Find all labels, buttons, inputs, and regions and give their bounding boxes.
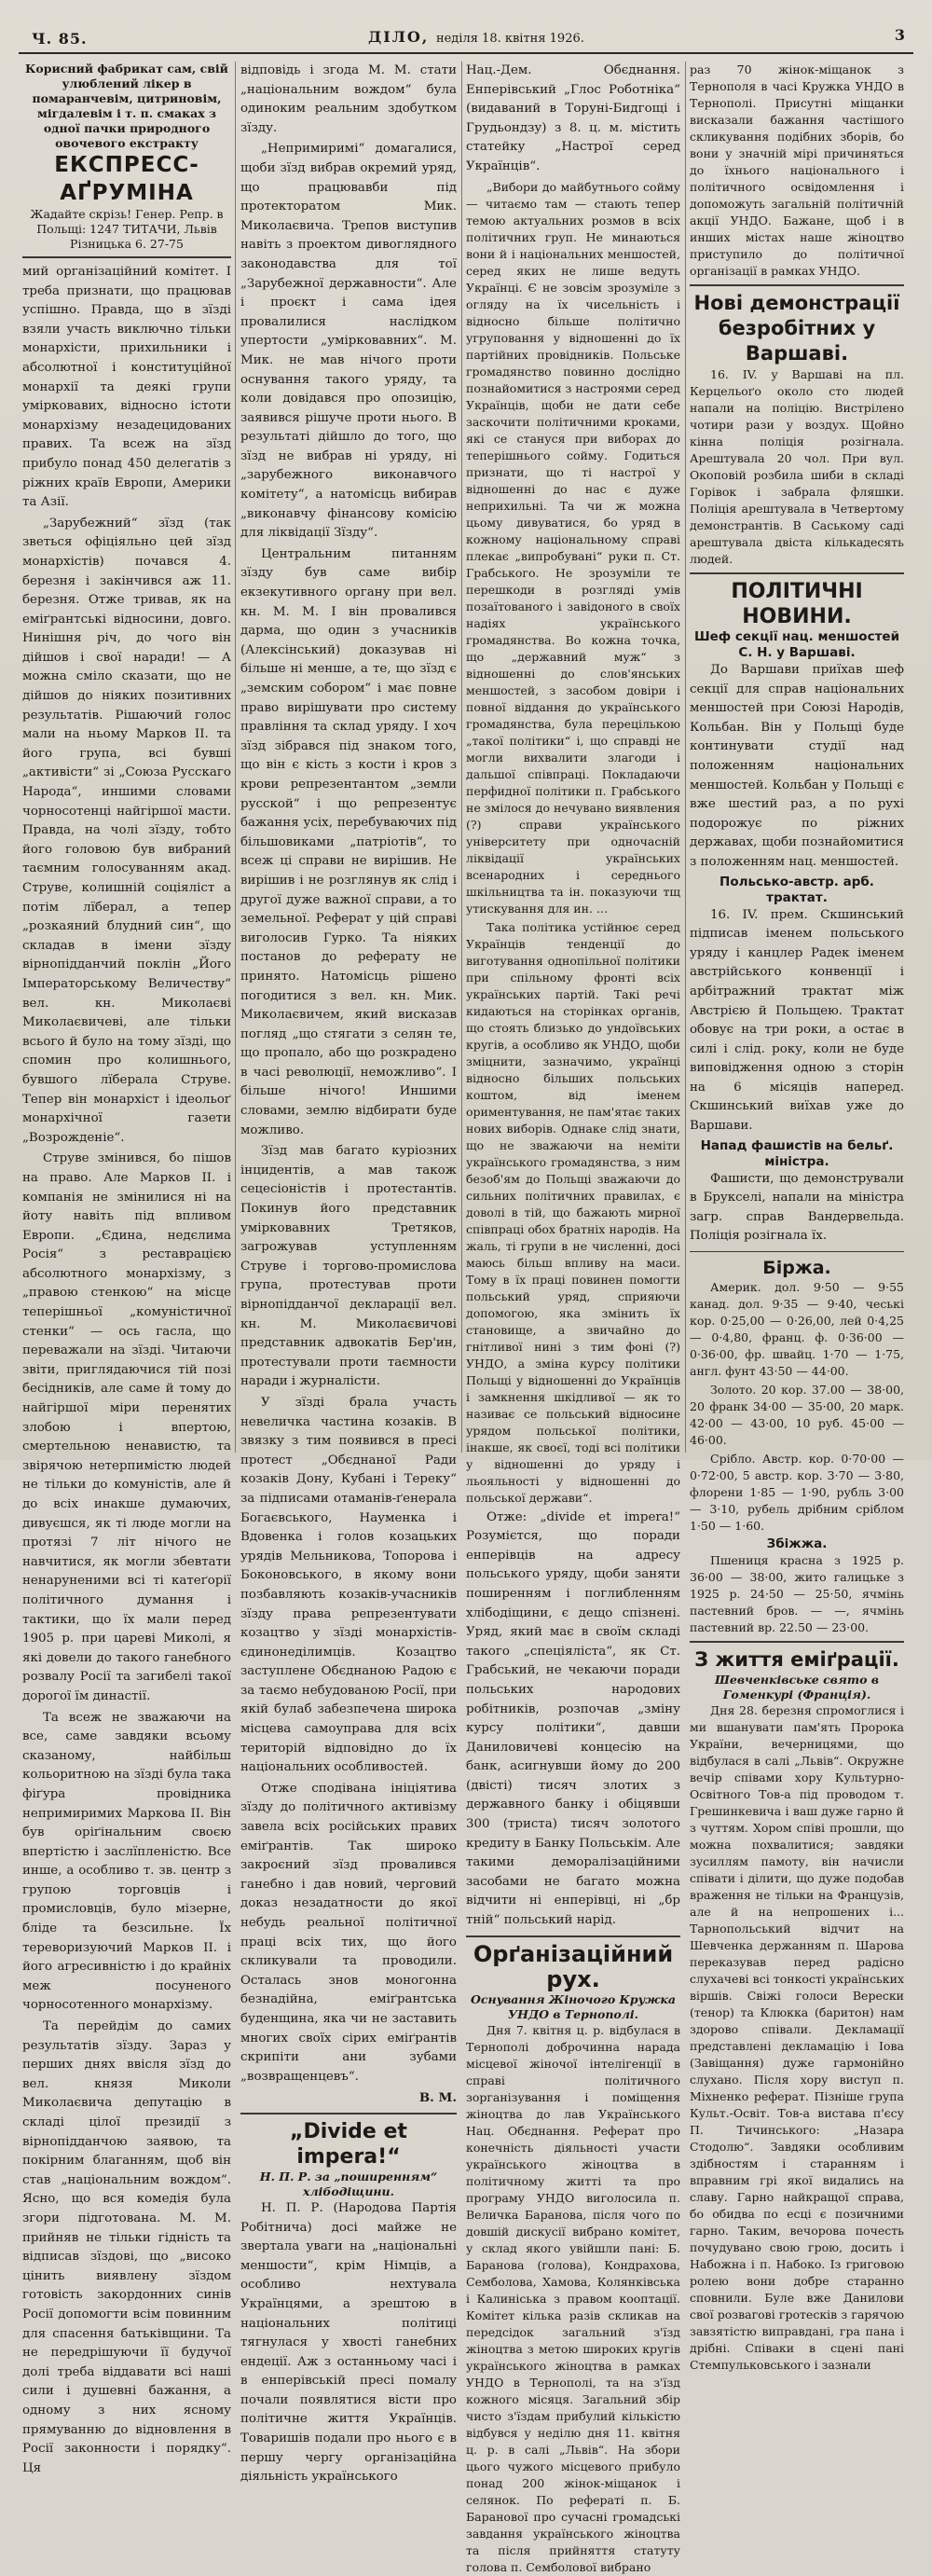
divide-subheadline: Н. П. Р. за „поширенням“ хлібодіщини. <box>259 2169 438 2198</box>
article-paragraph: „Вибори до майбутнього сойму — читаємо там — стають тепер темою актуальних розмов в всіх політичних груп. Не минаються вони й і національних меншостей, серед яких не лише ведуть Українці. Є не зовсім зрозуміле з огляду на їх чисельність і відносно більше політично угруповання у відношенні до їх партійних провідників. Польське громадянство повинно дослідно познайомитися з настроями серед Українців, щоби не дати себе заскочити політичними кроками, які се стануся при виборах до теперішнього сойму. Годиться признати, що ті настрої у відношенні до нас є дуже неприхильні. Та чи ж можна цьому дивуватися, бо уряд в кожному національному справі плекає „випробувані“ руки п. Ст. Грабського. Не зрозуміли те перешкоди в розгляді умів позаїтованого і завідоного в своїх надіях українського громадянства. Во кожна точка, що „державний муж“ з відношенні до слов'янських меншостей, з засобом довіри і повної віддання до українського громадянства, була перецількою „такої політики“ і, що справді не могли вихвалити злагоди і дальшої співпраці. Покладаючи перфидної політики п. Грабського не змілося до нечувано виявления (?) справи українського університету при одночасній ліквідації українських всенародних і середнього шкільництва та ін. показуючи тщ утискування для ин. … <box>466 179 680 916</box>
grain-line: Пшениця красна з 1925 р. 36·00 — 38·00, жито галицьке з 1925 р. 24·50 — 25·50, ячмінь пастевний бров. — —, ячмінь пастевний вр. 22.50 — 23·00. <box>690 1553 904 1635</box>
column-divider <box>685 62 686 1453</box>
ad-text: Корисний фабрикат сам, свій улюблений лікер в помаранчевім, цитриновім, мігдалевім і т. п. смаках з одної пачки природного овочевого екстракту <box>25 62 228 150</box>
org-headline: Орґанізаційний рух. <box>473 1940 674 1992</box>
section-rule <box>466 1935 680 1937</box>
article-paragraph: Нац.-Дем. Обєднання. Енперівський „Глос Роботніка“ (видаваний в Торуні-Бидгощі і Грудьондзу) з 8. ц. м. містить статейку „Настрої серед Українців“. <box>466 63 680 173</box>
article-paragraph: Отже: „divide et impera!“ Розумієтся, що поради енперівців на адресу польського уряду, щоби заняти поширенням і поглибленням хлібодіщини, є дещо спізнені. Уряд, який має в своїм складі такого „спеціяліста“, як Ст. Грабський, не чекаючи поради польських народових робітників, розпочав „зміну курсу політики“, давши Даниловичеві концесію на банк, асигнувши йому до 200 (двісті) тисяч злотих з державного банку і обіцявши 300 (триста) тисяч золотого кредиту в Банку Польськім. Але такими деморалізаційними засобами не багато можна відчити ні енперівці, ні „бр тній“ польський нарід. <box>466 1509 680 1928</box>
article-paragraph: Фашисти, що демонстрували в Брукселі, напали на міністра загр. справ Вандервельда. Поліція розігнала їх. <box>690 1171 904 1244</box>
page-number: 3 <box>894 26 906 44</box>
section-rule <box>240 2113 457 2115</box>
article-paragraph: Н. П. Р. (Народова Партія Робітнича) досі майже не звертала уваги на „національні меншости“, крім Німців, а особливо нехтувала Українцями, а зрештою в національних політиці тягнулася у хвості ганебних ендеції. Аж з останньому часі і в енперівській пресі помалу почали появлятися вісти про політичне життя Українців. Товаришів подали про нього є в першу чергу організаційна діяльність українського <box>240 2200 457 2485</box>
article-paragraph: Та перейдім до самих результатів зїзду. Зараз у перших днях ввісля зїзд до вел. князя Миколи Миколаєвича депутацію в складі цілої президії з вірнопідданчою заявою, та покірним благанням, щоб він став „національним вождом“. Ясно, що вся комедія була згори підготована. М. М. прийняв не тільки гідність та відписав зїздові, що „високо цінить виявлену зїздом готовість закордонних синів Росії допомогти всім повинним для спасення батьківщини. Та не передрішуючи її будучої долі треба віддавати всі наші сили і душевні бажання, а одному з них ясному прямуванню до відновлення в Росії законности і порядку“. Ця <box>22 2019 231 2475</box>
grain-headline: Збіжжа. <box>766 1536 828 1552</box>
section-rule <box>690 284 904 286</box>
emigration-headline: З життя еміґрації. <box>694 1648 899 1672</box>
ad-footer: Жадайте скрізь! Генер. Репр. в Польщі: 1247 ТИТАЧИ, Львів Різницька 6. 27-75 <box>30 207 224 251</box>
issue-number: Ч. 85. <box>32 30 88 48</box>
ad-title: ЕКСПРЕСС-АҐРУМІНА <box>54 153 199 205</box>
article-paragraph: „Непримиримі“ домагалися, щоби зїзд вибрав окремий уряд, що працювавби під протекторатом Мик. Миколаєвича. Трепов виступив навіть з проектом дивоглядного законодавства для тої „Зарубежної державности“. Але і проєкт і сама ідея провалилися наслідком упертости „умірковавних“. М. Мик. не мав нічого проти оснування такого уряду, та коли довідався про опозицію, заявився рішуче проти нього. В результаті дійшло до того, що зїзд не вибрав ні уряду, ні „зарубежного виконавчого комітету“, а натомісць вибирав „виконавчу фінансову комісію для ліквідації Зїзду“. <box>240 142 457 541</box>
news-subheadline: Польсько-австр. арб. трактат. <box>720 874 874 905</box>
article-paragraph: Струве змінився, бо пішов на право. Але Марков ІІ. і компанія не змінилися ні на йоту навіть під впливом Европи. „Єдина, недєлима Росія“ з реставрацією абсолютного монархізму, з „правою стенкою“ на місце теперішньої „комуністичної стенки“ — ось гасла, що переважали на зїзді. Читаючи звіти, приглядаючися тій позі бесідників, але саме й тому до найгіршої міри перенятих злобою і впертою, смертельною ненавистю, та звірячою нетерпимістю людей не тільки до комуністів, але й до всіх инакше думаючих, дивуєшся, як ті люде могли на протязі 7 літ нічого не навчитися, як могли збевтати ненаруненими всі ті катеґорії політичного думання і тактики, що їх мали перед 1905 р. при цареві Миколі, я які довели до такого ганебного розвалу Росії та загибелі такої дорогої їм династії. <box>22 1151 231 1703</box>
article-paragraph: Отже сподівана ініціятива зїзду до політичного активізму завела всіх російських правих еміґрантів. Так широко закроєний зїзд провалився ганебно і дав новий, черговий доказ незадатности до якої небудь реальної політичної праці всіх тих, що його скликували та проводили. Осталась знов моногонна безнадійна, еміґрантська буденщина, яка чи не заставить многих своїх сірих еміґрантів скрипіти ани зубами „возвращенцевъ“. <box>240 1781 457 2084</box>
exchange-line: Срібло. Австр. кор. 0·70·00 — 0·72·00, 5 австр. кор. 3·70 — 3·80, флорени 1·85 — 1·90, рубль 3·00 — 3·10, рубель дрібним сріблом 1·50 — 1·60. <box>690 1452 904 1534</box>
paper-name: ДІЛО <box>368 28 422 46</box>
article-paragraph: Дня 28. березня спромоглися і ми вшанувати пам'ять Пророка України, вечерницями, що відбулася в салі „Львів“. Окружне вечір співами хору Культурно-Освітного Тов-а під проводом т. Грешинкевича і ваш дуже гарно й з чуттям. Хором співі прошли, що можна похвалитися; завдяки зусиллям памоту, він начисли співати і ділити, що дуже подобав враження не тільки на Французів, але й на непрошених і... Тарнопольський відчит на Шевченка держанням п. Шарова переказував перед радісно слухачеві всі тонкості українських віршів. Свіжі голоси Верески (тенор) та Клюкка (баритон) нам здорово співали. Декламації представлені декламацію і Іова (Завіщання) дуже гармонійно слухано. Після хору виступ п. Міхненко реферат. Пізніше група Культ.-Освіт. Тов-а вистава п'єсу П. Тичинського: „Назара Стодолю“. Завдяки особливим здібностям і старанням і вправним грі якої видались на славу. Гарно найкращої справа, бо обидва по есці є позичними гарно. Таким, вечорова почесть почудувано свою грою, досить і Набожна і п. Набоко. Із григовою ролею вони добре старанно сповнили. Буле вже Данилови свої розвагові гротесків з гарячою завзятістю виправдані, гра пана і дрібні. Співаки в сцені пані Стемпульковського і зазнали <box>690 1703 904 2373</box>
advertisement <box>22 62 231 252</box>
divide-headline: „Divide et impera!“ <box>290 2119 407 2169</box>
news-subheadline: Шеф секції нац. меншостей С. Н. у Варшаві. <box>693 629 900 660</box>
column-3 <box>466 62 680 2574</box>
article-paragraph: 16. IV. у Варшаві на пл. Керцельоґо около сто людей напали на поліцію. Вистрілено чотири рази у воздух. Щойно кінна поліція розігнала. Арештувала 20 чол. При вул. Окоповій розбила шиби в складі Горівок і забрала фляшки. Поліція арештувала в Четвертому демонстрантів. В Саському саді арештувала двіста кількадесять людей. <box>690 367 904 566</box>
exchange-line: Америк. дол. 9·50 — 9·55 канад. дол. 9·35 — 9·40, чеські кор. 0·25,00 — 0·26,00, лей 0·4,25 — 0·4,80, франц. ф. 0·36·00 — 0·36·00, фр. швайц. 1·70 — 1·75, англ. фунт 43·50 — 44·00. <box>690 1280 904 1379</box>
news-headline: ПОЛІТИЧНІ НОВИНИ. <box>731 580 863 628</box>
column-2 <box>240 62 457 2485</box>
article-paragraph: „Зарубежний“ зїзд (так зветься офіціяльно цей зїзд монархістів) почався 4. березня і закінчився аж 11. березня. Отже тривав, як на еміґрантські відносини, довго. Нинішня річ, до чого він дійшов і свої наради! — А можна сміло сказати, що не дійшов до ніяких позитивних результатів. Рішаючий голос мали на ньому Марков ІІ. та його група, всі бувші „активісти“ зі „Союза Русскаго Народа“, иншими словами чорносотенці найгіршої масти. Правда, на чолі зїзду, тобто його головою був вибраний таємним голосуванням акад. Струве, колишній соціяліст а потім лїберал, а тепер „розкаяний блудний син“, що складав в імени зїзду вірнопідданчий поклін „Його Імператорському Величеству“ вел. кн. Миколаєві Миколаєвичеві, але тільки всього й було на тому зїзді, що спомин про колишнього, бувшого лїберала Струве. Тепер він монархіст і ідеольоґ монархічної газети „Возрожденіе“. <box>22 516 231 1145</box>
column-4 <box>690 62 904 2373</box>
article-paragraph: Та всеж не зважаючи на все, саме завдяки всьому сказаному, найбільш кольоритною на зїзді була така фіґура провідника непримиримих Маркова ІІ. Він був оріґінальним своєю впертістю і заслїпленістю. Все инше, а особливо т. зв. центр з групою торговців і промисловців, було мізерне, бліде та безсильне. Їх тереворизуючий Марков ІІ. і його агресивністю і до крайніх меж посуненого чорносотенного монархізму. <box>22 1710 231 2013</box>
news-subheadline: Напад фашистів на бельґ. міністра. <box>700 1137 894 1169</box>
article-paragraph: До Варшави приїхав шеф секції для справ національних меншостей при Союзі Народів, Кольбан. Він у Польщі буде континувати студії над положенням національних меншостей. Кольбан у Польщі є вже шестий раз, а по рухі подорожує по ріжних державах, щоби познайомитися з положенням нац. меншостей. <box>690 663 904 869</box>
column-divider <box>235 62 236 1453</box>
article-paragraph: раз 70 жінок-міщанок з Тернополя в часі Кружка УНДО в Тернополі. Присутні міщанки висказали бажання частішого скликування подібних зборів, бо вони у значній мірі причиняться до їхнього національного і політичного освідомлення і допоможуть загальній політичній акції УНДО. Бажане, щоб і в инших містах наше жіноцтво приступило до політичної організації в рамках УНДО. <box>690 62 904 278</box>
article-paragraph: Центральним питанням зїзду був саме вибір екзекутивного органу при вел. кн. М. М. І він провалився дарма, що один з учасників (Алексінський) доказував ні більше ні менше, а те, що зїзд є „земским собором“ і має повне право вирішувати про систему правління та склад уряду. І хоч зїзд зібрався під знаком того, що він є кість з кости і кров з крови репрезентантом „земли русской“ і що репрезентує бажання усіх, перебуваючих під більшовиками „патріотів“, то всеж ці справи не вирішив. Не вирішив і не розглянув як слід і другої дуже важної справи, а то земельної. Реферат у цій справі виголосив Гурко. Та ніяких постанов до реферату не принято. Натомісць рішено погодитися з вел. кн. Мик. Миколаєвичем, який висказав погляд „що стягати з селян те, що пропало, або що розкрадено в часі революції, неможливо“. І більше нічого! Иншими словами, землю відбирати буде можливо. <box>240 546 457 1137</box>
article-paragraph: відповідь і згода М. М. стати „національним вождом“ була одиноким реальним здобутком зїзду. <box>240 63 457 135</box>
article-signature: В. М. <box>418 2090 457 2106</box>
article-paragraph: Зїзд мав багато куріозних інцидентів, а мав також сецесіоністів і протестантів. Покинув його представник умірковавних Третяков, загрожував уступленням Струве і торгово-промислова група, протестував проти вірнопідданчої декларації вел. кн. М. Миколаєвичові представник адвокатів Бер'ин, протестували проти таємности наради і журналісти. <box>240 1144 457 1389</box>
column-divider <box>461 62 462 1453</box>
article-paragraph: 16. IV. прем. Скшинський підписав іменем польського уряду і канцлер Радек іменем австрійського конвенції і арбітражний трактат між Австрією й Польщею. Трактат обовує на три роки, а остає в силі і слід. року, коли не буде виповідження одною з сторін на 6 місяців наперед. Скшинський виїхав уже до Варшави. <box>690 907 904 1134</box>
exchange-line: Золото. 20 кор. 37.00 — 38·00, 20 франк 34·00 — 35·00, 20 марк. 42·00 — 43·00, 10 руб. 45·00 — 46·00. <box>690 1383 904 1448</box>
date-line: ДІЛО, неділя 18. квітня 1926. <box>368 28 584 46</box>
article-paragraph: У зїзді брала участь невеличка частина козаків. В звязку з тим появився в пресі протест „Обєднаної Ради козаків Дону, Кубані і Тереку“ за підписами отаманів-ґенерала Богаєвського, Науменка і Вдовенка і голов козацьких урядів Мельникова, Топорова і Боконовського, в якому вони позбавляють козаків-учасників зїзду права репрезентувати козацтво у зїзді монархістів-єдинонеділимців. Козацтво заступлене Обєднаною Радою є за таємо небудованою Росії, при якій булаб забезпечена широка місцева самоуправа для всіх територій відповідно до їх національних особливостей. <box>240 1395 457 1775</box>
column-1 <box>22 62 231 2475</box>
emigration-subheadline: Шевченківське свято в Гоменкурі (Франція). <box>715 1673 879 1702</box>
demo-headline: Нові демонстрації безробітних у Варшаві. <box>693 292 900 365</box>
exchange-headline: Біржа. <box>762 1258 831 1279</box>
section-rule <box>22 256 231 258</box>
issue-date: неділя 18. квітня 1926. <box>435 32 584 46</box>
section-rule <box>690 1251 904 1252</box>
article-paragraph: Дня 7. квітня ц. р. відбулася в Тернополі доброчинна нарада місцевої жіночої інтелігенції в справі політичного зорганізування і поміщення жіноцтва до лав Українського Нац. Обєднання. Реферат про конечність діяльності участи українського жіноцтва в політичному житті та про програму УНДО виголосила п. Величка Баранова, після чого по довшій дискусії вибрано комітет, у склад якого увійшли пані: Б. Баранова (голова), Кондрахова, Семболова, Хамова, Колянківська і Калиніська з правом кооптації. Комітет кілька разів скликав на передсідок загальний з'їзд жіноцтва з метою широких кругів українського жіноцтва в рамках УНДО в Тернополі, та на з'їзд кожного місяця. Загальний збір чисто з'їздам прибулий кількістю відбувся у неділю дня 11. квітня ц. р. в салі „Львів“. На збори цього чужого місцевого прибуло понад 200 жінок-міщанок і селянок. По рефераті п. Б. Баранової про сучасні громадські завдання українського жіноцтва та після прийняття статуту голова п. Семболової вибрано <box>466 2022 680 2574</box>
article-paragraph: Така політика устійнює серед Українців тенденції до виготування однопільної політики при спільному фронті всіх українських партій. Такі речі кидаються на сторінках органів, що стоять близько до ундоївських кругів, а особливо як УНДО, щоби зміцнити, зазначимо, українці відносно більших польських коштом, від іменем ориментування, не пам'ятає таких нових виборів. Однаке слід знати, що не зважаючи на неміти українського громадянства, з ним безоб'ям до Польщі зважаючи до сильних політичних правилах, є доволі в тій, що бажають мирної співпраці обох братніх народів. На жаль, ті групи в не численні, досі маюсь більш впливу на маси. Тому в їх праці повинен помогти польський уряд, сприяючи допомогою, яка змінить їх становище, а звичайно до гнітливої нині з тим фоні (?) УНДО, а зміна курсу політики Польщі у відношенні до Українців і замкнення шкідливої — як то називає се польський відносине урядом польської політики, інакше, як своєї, тоді всі політики у відношенні до уряду і льояльності у відношенні до польської держави“. <box>466 919 680 1505</box>
section-rule <box>690 572 904 574</box>
masthead-rule <box>19 52 913 54</box>
section-rule <box>690 1641 904 1643</box>
masthead <box>19 24 913 50</box>
org-subheadline: Оснування Жіночого Кружка УНДО в Тернополі. <box>471 1991 676 2021</box>
article-paragraph: мий організаційний комітет. І треба признати, що працював успішно. Правда, що в зїзді взяли участь виключно тільки монархісти, прихильники і абсолютної і конституційної монархії та деякі групи умірковавих, відносно істоти монархізму незадецидованих правих. Та всеж на зїзд прибуло понад 450 делегатів з ріжних країв Европи, Америки та Азії. <box>22 265 231 510</box>
